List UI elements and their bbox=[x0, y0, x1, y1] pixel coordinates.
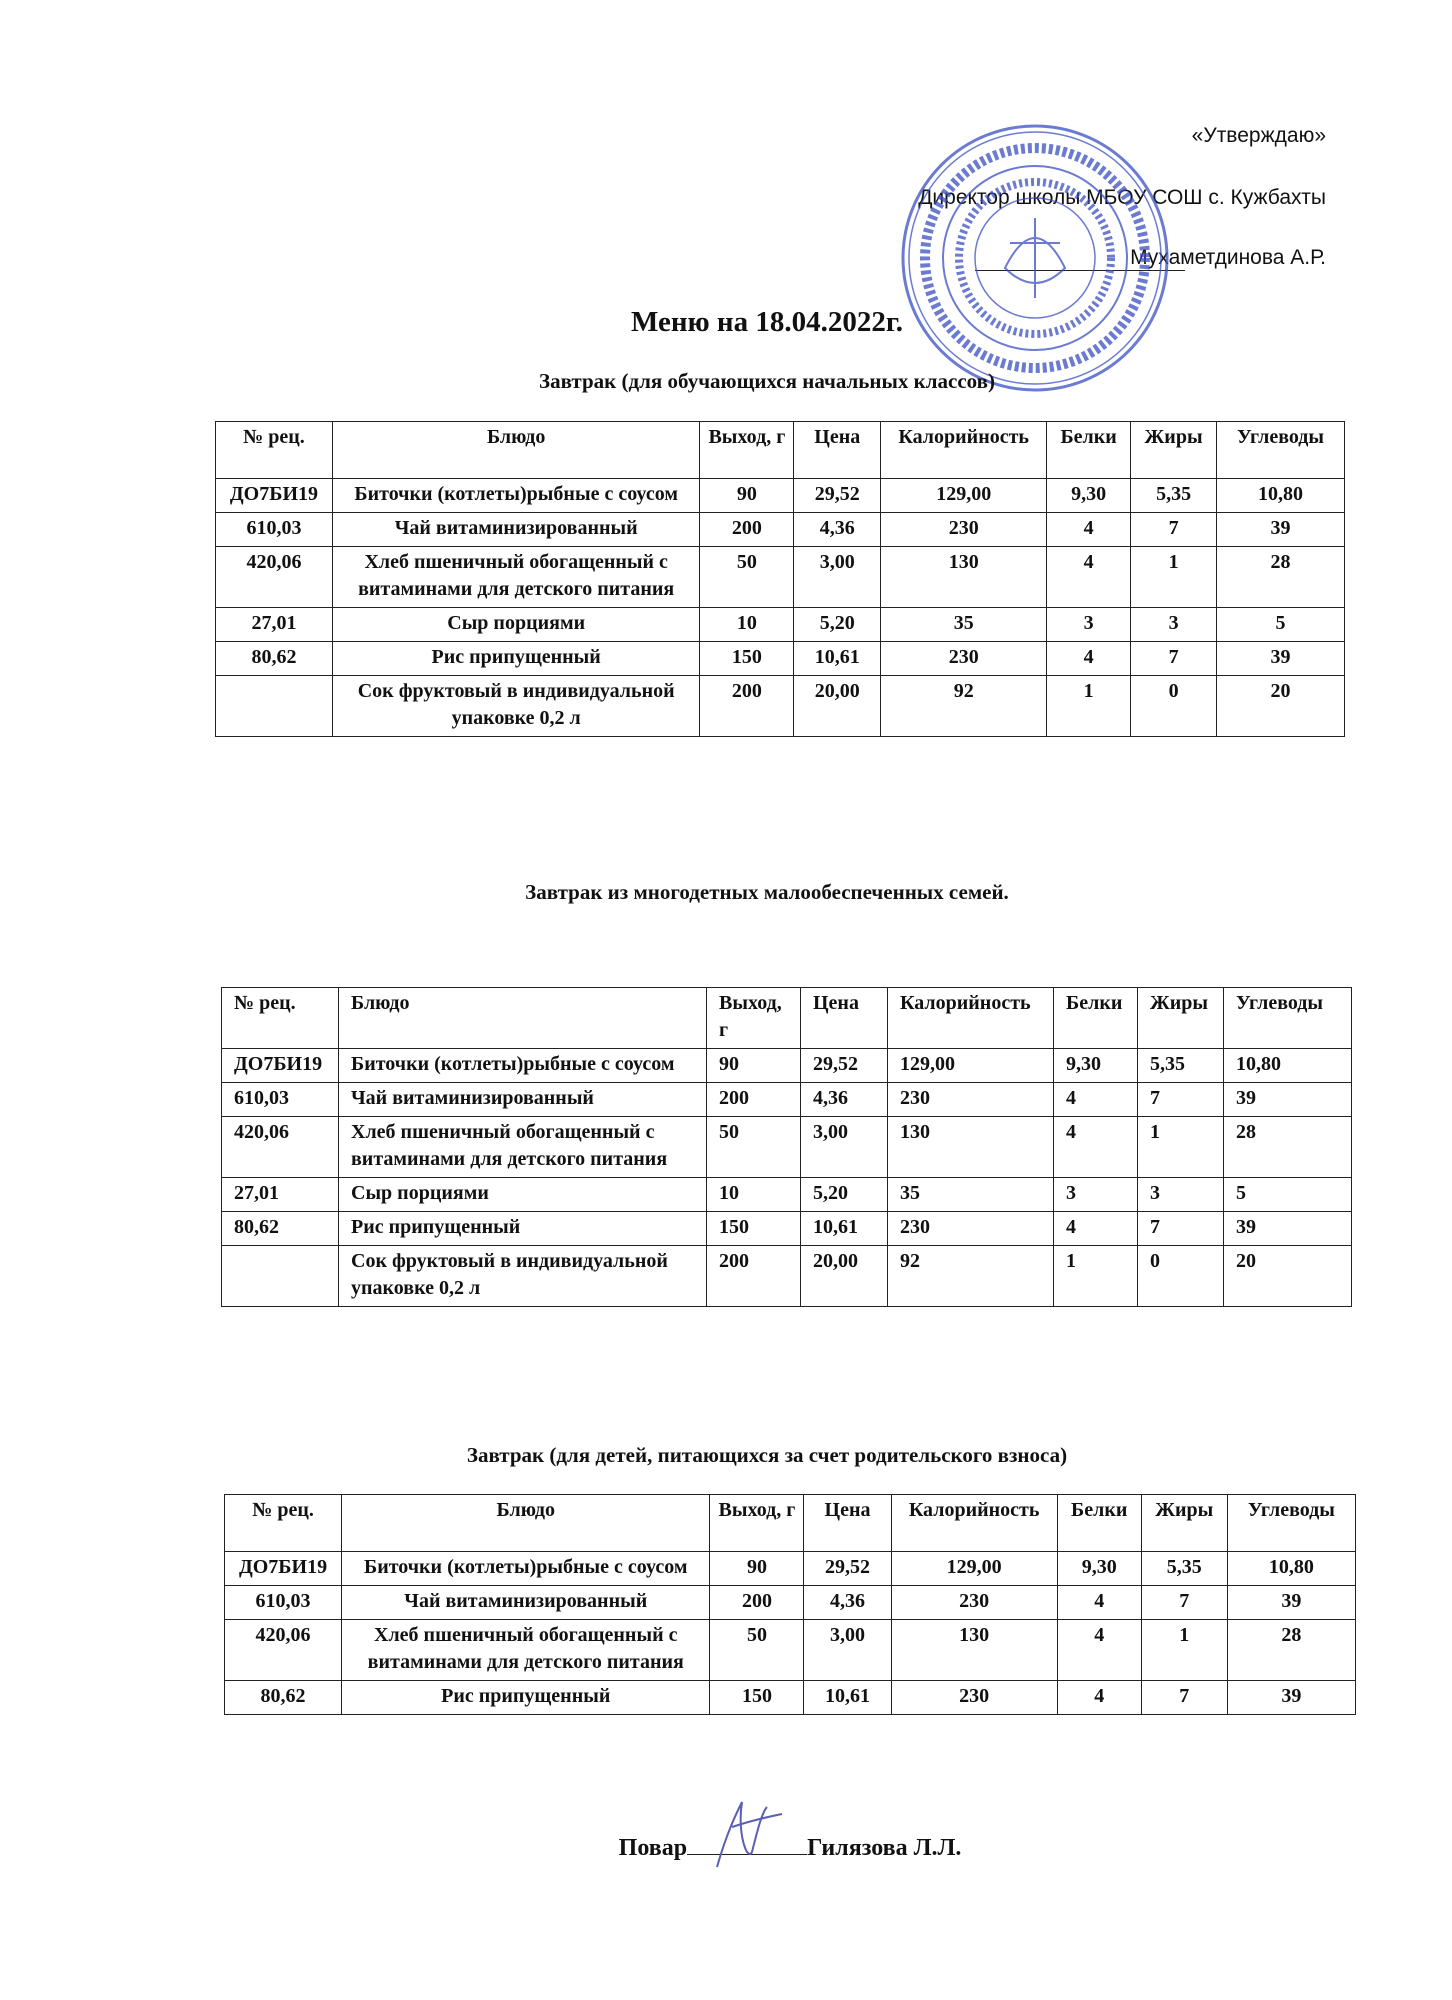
cell-dish: Рис припущенный bbox=[342, 1681, 710, 1715]
cell-recipe-number: 610,03 bbox=[222, 1083, 339, 1117]
header-dish: Блюдо bbox=[342, 1495, 710, 1552]
cell-yield: 200 bbox=[707, 1246, 801, 1307]
header-proteins: Белки bbox=[1054, 988, 1138, 1049]
header-dish: Блюдо bbox=[339, 988, 707, 1049]
cell-fats: 7 bbox=[1138, 1083, 1224, 1117]
cell-calories: 230 bbox=[891, 1681, 1057, 1715]
cell-calories: 230 bbox=[888, 1083, 1054, 1117]
header-proteins: Белки bbox=[1047, 422, 1131, 479]
cell-carbs: 20 bbox=[1217, 676, 1345, 737]
cell-carbs: 10,80 bbox=[1217, 479, 1345, 513]
cell-dish: Рис припущенный bbox=[339, 1212, 707, 1246]
cell-recipe-number bbox=[222, 1246, 339, 1307]
cell-recipe-number: ДО7БИ19 bbox=[216, 479, 333, 513]
cell-proteins: 1 bbox=[1047, 676, 1131, 737]
cell-price: 29,52 bbox=[804, 1552, 891, 1586]
cell-price: 29,52 bbox=[794, 479, 881, 513]
cell-dish: Чай витаминизированный bbox=[342, 1586, 710, 1620]
cell-proteins: 4 bbox=[1054, 1212, 1138, 1246]
cell-price: 4,36 bbox=[804, 1586, 891, 1620]
cell-price: 20,00 bbox=[801, 1246, 888, 1307]
header-price: Цена bbox=[804, 1495, 891, 1552]
header-calories: Калорийность bbox=[891, 1495, 1057, 1552]
cell-dish: Сок фруктовый в индивидуальной упаковке 0,2 л bbox=[339, 1246, 707, 1307]
table-row bbox=[216, 479, 1345, 513]
cell-recipe-number: 27,01 bbox=[216, 608, 333, 642]
cell-dish: Чай витаминизированный bbox=[332, 513, 699, 547]
cell-calories: 230 bbox=[891, 1586, 1057, 1620]
header-carbs: Углеводы bbox=[1217, 422, 1345, 479]
cell-recipe-number: 27,01 bbox=[222, 1178, 339, 1212]
table-header-row bbox=[225, 1495, 1356, 1552]
cell-dish: Биточки (котлеты)рыбные с соусом bbox=[342, 1552, 710, 1586]
header-fats: Жиры bbox=[1138, 988, 1224, 1049]
cell-price: 5,20 bbox=[801, 1178, 888, 1212]
cell-dish: Хлеб пшеничный обогащенный с витаминами для детского питания bbox=[342, 1620, 710, 1681]
table-row bbox=[216, 547, 1345, 608]
table-row bbox=[222, 1212, 1352, 1246]
cell-yield: 90 bbox=[710, 1552, 804, 1586]
cell-dish: Рис припущенный bbox=[332, 642, 699, 676]
header-price: Цена bbox=[801, 988, 888, 1049]
header-fats: Жиры bbox=[1141, 1495, 1227, 1552]
cell-recipe-number: 610,03 bbox=[216, 513, 333, 547]
cell-carbs: 20 bbox=[1224, 1246, 1352, 1307]
table-row bbox=[225, 1620, 1356, 1681]
cell-calories: 92 bbox=[881, 676, 1047, 737]
cell-fats: 0 bbox=[1131, 676, 1217, 737]
header-recipe-number: № рец. bbox=[225, 1495, 342, 1552]
header-calories: Калорийность bbox=[881, 422, 1047, 479]
table-row bbox=[222, 1117, 1352, 1178]
header-carbs: Углеводы bbox=[1224, 988, 1352, 1049]
cell-calories: 129,00 bbox=[891, 1552, 1057, 1586]
cell-calories: 130 bbox=[891, 1620, 1057, 1681]
cell-proteins: 4 bbox=[1057, 1586, 1141, 1620]
cell-calories: 129,00 bbox=[888, 1049, 1054, 1083]
cell-dish: Хлеб пшеничный обогащенный с витаминами для детского питания bbox=[332, 547, 699, 608]
header-yield: Выход, г bbox=[700, 422, 794, 479]
approval-director: Директор школы МБОУ СОШ с. Кужбахты bbox=[918, 186, 1326, 209]
cell-carbs: 28 bbox=[1227, 1620, 1355, 1681]
table-row bbox=[216, 513, 1345, 547]
cell-yield: 10 bbox=[707, 1178, 801, 1212]
cell-proteins: 4 bbox=[1054, 1117, 1138, 1178]
cell-carbs: 5 bbox=[1224, 1178, 1352, 1212]
cook-signature-block bbox=[0, 1832, 1452, 1862]
table-row bbox=[225, 1586, 1356, 1620]
cook-name: Гилязова Л.Л. bbox=[807, 1835, 962, 1861]
cell-dish: Сыр порциями bbox=[339, 1178, 707, 1212]
cell-yield: 150 bbox=[700, 642, 794, 676]
cell-carbs: 39 bbox=[1224, 1083, 1352, 1117]
cell-calories: 35 bbox=[881, 608, 1047, 642]
cell-price: 10,61 bbox=[804, 1681, 891, 1715]
cell-dish: Чай витаминизированный bbox=[339, 1083, 707, 1117]
table-row bbox=[225, 1552, 1356, 1586]
cell-yield: 200 bbox=[710, 1586, 804, 1620]
handwritten-signature-icon bbox=[707, 1792, 787, 1872]
cell-recipe-number: 80,62 bbox=[225, 1681, 342, 1715]
cell-price: 20,00 bbox=[794, 676, 881, 737]
cell-calories: 230 bbox=[888, 1212, 1054, 1246]
approval-name: Мухаметдинова А.Р. bbox=[1130, 246, 1326, 269]
table-row bbox=[216, 676, 1345, 737]
cell-dish: Хлеб пшеничный обогащенный с витаминами для детского питания bbox=[339, 1117, 707, 1178]
header-calories: Калорийность bbox=[888, 988, 1054, 1049]
table-2-subtitle: Завтрак из многодетных малообеспеченных семей. bbox=[525, 880, 1009, 904]
cell-carbs: 39 bbox=[1217, 513, 1345, 547]
cell-fats: 7 bbox=[1131, 513, 1217, 547]
cell-price: 4,36 bbox=[794, 513, 881, 547]
cell-recipe-number: 420,06 bbox=[216, 547, 333, 608]
cell-carbs: 5 bbox=[1217, 608, 1345, 642]
cell-yield: 90 bbox=[707, 1049, 801, 1083]
cell-carbs: 39 bbox=[1224, 1212, 1352, 1246]
cell-recipe-number: 610,03 bbox=[225, 1586, 342, 1620]
cell-yield: 50 bbox=[707, 1117, 801, 1178]
header-dish: Блюдо bbox=[332, 422, 699, 479]
table-1-subtitle: Завтрак (для обучающихся начальных классов) bbox=[538, 369, 995, 393]
cook-signature-line bbox=[687, 1832, 807, 1855]
cell-fats: 1 bbox=[1141, 1620, 1227, 1681]
cell-fats: 1 bbox=[1131, 547, 1217, 608]
cell-fats: 3 bbox=[1138, 1178, 1224, 1212]
cell-yield: 200 bbox=[700, 676, 794, 737]
cook-role: Повар bbox=[618, 1835, 688, 1861]
cell-proteins: 1 bbox=[1054, 1246, 1138, 1307]
cell-calories: 130 bbox=[881, 547, 1047, 608]
cell-yield: 150 bbox=[710, 1681, 804, 1715]
cell-fats: 1 bbox=[1138, 1117, 1224, 1178]
table-3-subtitle: Завтрак (для детей, питающихся за счет родительского взноса) bbox=[466, 1443, 1068, 1467]
cell-carbs: 28 bbox=[1224, 1117, 1352, 1178]
cell-price: 3,00 bbox=[804, 1620, 891, 1681]
menu-table-large-families bbox=[221, 987, 1352, 1307]
table-header-row bbox=[216, 422, 1345, 479]
cell-recipe-number: 420,06 bbox=[222, 1117, 339, 1178]
cell-yield: 90 bbox=[700, 479, 794, 513]
cell-price: 10,61 bbox=[801, 1212, 888, 1246]
cell-price: 3,00 bbox=[801, 1117, 888, 1178]
cell-proteins: 4 bbox=[1057, 1681, 1141, 1715]
cell-calories: 35 bbox=[888, 1178, 1054, 1212]
menu-table-paid bbox=[224, 1494, 1356, 1715]
header-proteins: Белки bbox=[1057, 1495, 1141, 1552]
cell-proteins: 4 bbox=[1047, 547, 1131, 608]
cell-recipe-number: ДО7БИ19 bbox=[225, 1552, 342, 1586]
cell-carbs: 39 bbox=[1227, 1586, 1355, 1620]
header-carbs: Углеводы bbox=[1227, 1495, 1355, 1552]
cell-fats: 0 bbox=[1138, 1246, 1224, 1307]
cell-proteins: 4 bbox=[1054, 1083, 1138, 1117]
cell-proteins: 9,30 bbox=[1047, 479, 1131, 513]
cell-fats: 5,35 bbox=[1131, 479, 1217, 513]
cell-fats: 7 bbox=[1138, 1212, 1224, 1246]
header-price: Цена bbox=[794, 422, 881, 479]
cell-proteins: 9,30 bbox=[1054, 1049, 1138, 1083]
cell-yield: 200 bbox=[700, 513, 794, 547]
cell-dish: Сыр порциями bbox=[332, 608, 699, 642]
table-header-row bbox=[222, 988, 1352, 1049]
cell-proteins: 9,30 bbox=[1057, 1552, 1141, 1586]
official-stamp-icon bbox=[895, 118, 1175, 398]
cell-price: 4,36 bbox=[801, 1083, 888, 1117]
table-row bbox=[222, 1049, 1352, 1083]
table-row bbox=[222, 1246, 1352, 1307]
table-row bbox=[216, 608, 1345, 642]
table-row bbox=[216, 642, 1345, 676]
cell-proteins: 4 bbox=[1047, 642, 1131, 676]
cell-dish: Биточки (котлеты)рыбные с соусом bbox=[339, 1049, 707, 1083]
cell-proteins: 4 bbox=[1047, 513, 1131, 547]
table-row bbox=[225, 1681, 1356, 1715]
cell-yield: 50 bbox=[700, 547, 794, 608]
cell-recipe-number: 420,06 bbox=[225, 1620, 342, 1681]
cell-yield: 50 bbox=[710, 1620, 804, 1681]
cell-price: 5,20 bbox=[794, 608, 881, 642]
cell-recipe-number: ДО7БИ19 bbox=[222, 1049, 339, 1083]
cell-carbs: 10,80 bbox=[1224, 1049, 1352, 1083]
cell-recipe-number: 80,62 bbox=[222, 1212, 339, 1246]
cell-calories: 230 bbox=[881, 513, 1047, 547]
cell-carbs: 39 bbox=[1217, 642, 1345, 676]
cell-proteins: 4 bbox=[1057, 1620, 1141, 1681]
header-yield: Выход, г bbox=[707, 988, 801, 1049]
cell-price: 29,52 bbox=[801, 1049, 888, 1083]
cell-calories: 230 bbox=[881, 642, 1047, 676]
cell-yield: 200 bbox=[707, 1083, 801, 1117]
header-yield: Выход, г bbox=[710, 1495, 804, 1552]
cell-calories: 129,00 bbox=[881, 479, 1047, 513]
cell-price: 10,61 bbox=[794, 642, 881, 676]
cell-proteins: 3 bbox=[1054, 1178, 1138, 1212]
cell-carbs: 10,80 bbox=[1227, 1552, 1355, 1586]
cell-dish: Биточки (котлеты)рыбные с соусом bbox=[332, 479, 699, 513]
header-recipe-number: № рец. bbox=[222, 988, 339, 1049]
header-fats: Жиры bbox=[1131, 422, 1217, 479]
cell-yield: 10 bbox=[700, 608, 794, 642]
cell-recipe-number: 80,62 bbox=[216, 642, 333, 676]
cell-calories: 130 bbox=[888, 1117, 1054, 1178]
cell-carbs: 28 bbox=[1217, 547, 1345, 608]
cell-fats: 5,35 bbox=[1141, 1552, 1227, 1586]
cell-fats: 5,35 bbox=[1138, 1049, 1224, 1083]
page-title: Меню на 18.04.2022г. bbox=[630, 306, 904, 338]
cell-carbs: 39 bbox=[1227, 1681, 1355, 1715]
table-row bbox=[222, 1178, 1352, 1212]
cell-fats: 7 bbox=[1141, 1586, 1227, 1620]
cell-fats: 7 bbox=[1131, 642, 1217, 676]
cell-price: 3,00 bbox=[794, 547, 881, 608]
cell-dish: Сок фруктовый в индивидуальной упаковке 0,2 л bbox=[332, 676, 699, 737]
cell-recipe-number bbox=[216, 676, 333, 737]
table-row bbox=[222, 1083, 1352, 1117]
cell-fats: 3 bbox=[1131, 608, 1217, 642]
cell-proteins: 3 bbox=[1047, 608, 1131, 642]
cell-calories: 92 bbox=[888, 1246, 1054, 1307]
cell-fats: 7 bbox=[1141, 1681, 1227, 1715]
approval-title: «Утверждаю» bbox=[1191, 124, 1326, 147]
cell-yield: 150 bbox=[707, 1212, 801, 1246]
menu-table-primary bbox=[215, 421, 1345, 737]
header-recipe-number: № рец. bbox=[216, 422, 333, 479]
